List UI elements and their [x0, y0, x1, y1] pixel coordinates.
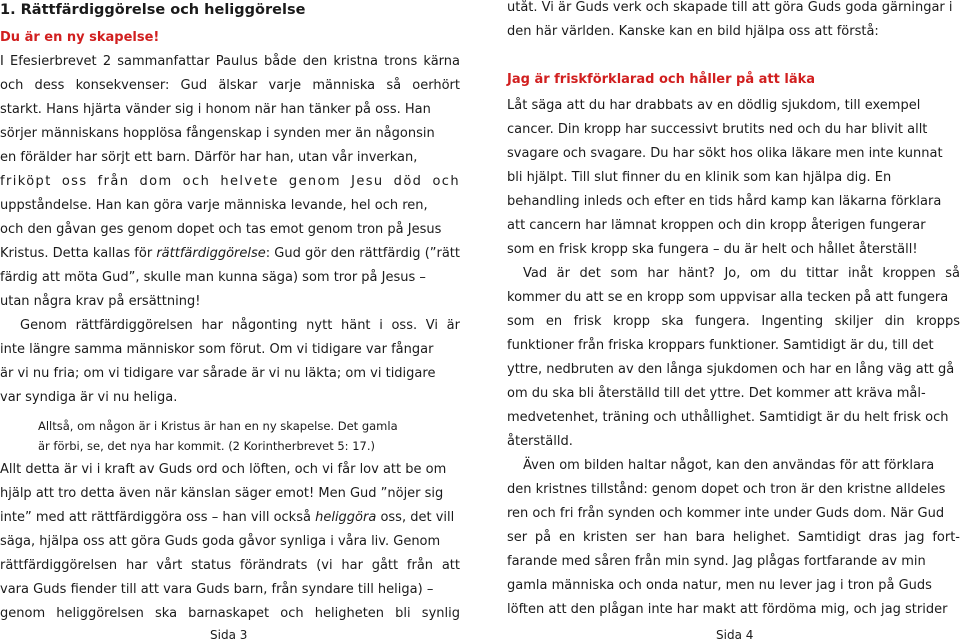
paragraph-line: bli hjälpt. Till slut finner du en klinik som kan hjälpa dig. En — [507, 170, 892, 185]
emphasis-term: rättfärdiggörelse — [156, 246, 266, 261]
paragraph-line: och dess konsekvenser: Gud älskar varje människa så oerhört — [0, 78, 460, 93]
section-heading: Jag är friskförklarad och håller på att läka — [507, 72, 816, 87]
paragraph-line: kommer du att se en kropp som uppvisar alla tecken på att fungera — [507, 290, 949, 305]
bible-quote-line: är förbi, se, det nya har kommit. (2 Korintherbrevet 5: 17.) — [38, 439, 375, 453]
paragraph-line: ren och fri från synden och kommer inte under Guds dom. När Gud — [507, 506, 945, 521]
paragraph-line: säga, hjälpa oss att göra Guds goda gåvor synliga i våra liv. Genom — [0, 534, 441, 549]
paragraph-line: den kristnes tillstånd: genom dopet och tron är den kristne alldeles — [507, 482, 946, 497]
paragraph-line: behandling inleds och efter en tids hård kamp kan läkarna förklara — [507, 194, 942, 209]
paragraph-line: återställd. — [507, 434, 573, 449]
paragraph-line: medvetenhet, träning och uthållighet. Samtidigt är du helt frisk och — [507, 410, 949, 425]
paragraph-line: var syndiga är vi nu heliga. — [0, 390, 178, 405]
paragraph-line — [0, 246, 460, 262]
paragraph-line: utan några krav på ersättning! — [0, 294, 201, 309]
paragraph-line: Allt detta är vi i kraft av Guds ord och löften, och vi får lov att be om — [0, 462, 447, 477]
paragraph-line: Även om bilden haltar något, kan den användas för att förklara — [523, 458, 935, 473]
section-title: 1. Rättfärdiggörelse och heliggörelse — [0, 2, 306, 18]
paragraph-line: inte längre samma människor som förut. Om vi tidigare var fångar — [0, 342, 434, 357]
paragraph-line: färdig att möta Gud”, skulle man kunna säga) som tror på Jesus – — [0, 270, 426, 285]
paragraph-line: I Efesierbrevet 2 sammanfattar Paulus både den kristna trons kärna — [0, 54, 460, 69]
page-number-right: Sida 4 — [716, 628, 754, 642]
paragraph-line: rättfärdiggörelsen har vårt status förändrats (vi har gått från att — [0, 558, 460, 573]
paragraph-line: genom heliggörelsen ska barnaskapet och heligheten bli synlig — [0, 606, 460, 621]
section-subtitle: Du är en ny skapelse! — [0, 30, 160, 45]
paragraph-line: en förälder har sörjt ett barn. Därför har han, utan vår inverkan, — [0, 150, 418, 165]
paragraph-line: svagare och svagare. Du har sökt hos olika läkare men inte kunnat — [507, 146, 943, 161]
paragraph-line: som en frisk kropp ska fungera – du är helt och hållet återställ! — [507, 242, 918, 257]
paragraph-line: gamla människa och onda natur, men nu lever jag i tron på Guds — [507, 578, 932, 593]
text-run: Kristus. Detta kallas för — [0, 246, 157, 261]
paragraph-line: Vad är det som har hänt? Jo, om du tittar inåt kroppen så — [523, 266, 960, 281]
paragraph-line: vara Guds fiender till att vara Guds barn, från syndare till heliga) – — [0, 582, 434, 597]
text-run: oss, det vill — [376, 510, 455, 525]
paragraph-line: sörjer människans hopplösa fångenskap i synden mer än någonsin — [0, 126, 435, 141]
paragraph-line: hjälp att tro detta även när känslan säger emot! Men Gud ”nöjer sig — [0, 486, 444, 501]
paragraph-line: Låt säga att du har drabbats av en dödlig sjukdom, till exempel — [507, 98, 921, 113]
paragraph-line — [0, 510, 454, 526]
text-run: inte” med att rättfärdiggöra oss – han vill också — [0, 510, 316, 525]
paragraph-line: friköpt oss från dom och helvete genom Jesu död och — [0, 174, 460, 189]
paragraph-line: att cancern har lämnat kroppen och din kropp återigen fungerar — [507, 218, 926, 233]
text-run: : Gud gör den rättfärdig (”rätt — [265, 246, 461, 261]
paragraph-line: cancer. Din kropp har successivt brutits ned och du har blivit allt — [507, 122, 928, 137]
bible-quote-line: Alltså, om någon är i Kristus är han en ny skapelse. Det gamla — [38, 419, 398, 433]
paragraph-line: farande med såren från min synd. Jag plågas fortfarande av min — [507, 554, 926, 569]
paragraph-line: funktioner från friska kroppars funktioner. Samtidigt är du, till det — [507, 338, 934, 353]
paragraph-line: ser på en kristen ser han bara helighet. Samtidigt dras jag fort- — [507, 530, 960, 545]
paragraph-line: som en frisk kropp ska fungera. Ingenting skiljer din kropps — [507, 314, 960, 329]
emphasis-term: heliggöra — [315, 510, 377, 525]
paragraph-line: utåt. Vi är Guds verk och skapade till att göra Guds goda gärningar i — [507, 0, 953, 15]
paragraph-line: starkt. Hans hjärta vänder sig i honom när han tänker på oss. Han — [0, 102, 431, 117]
paragraph-line: den här världen. Kanske kan en bild hjälpa oss att förstå: — [507, 24, 879, 39]
paragraph-line: löften att den plågan inte har makt att fördöma mig, och jag strider — [507, 602, 948, 617]
page-number-left: Sida 3 — [210, 628, 248, 642]
paragraph-line: yttre, nedbruten av den långa sjukdomen och har en lång väg att gå — [507, 362, 955, 377]
paragraph-line: om du ska bli återställd till det yttre. Det kommer att kräva mål- — [507, 386, 926, 401]
paragraph-line: är vi nu fria; om vi tidigare var sårade är vi nu läkta; om vi tidigare — [0, 366, 436, 381]
paragraph-line: och den gåvan ges genom dopet och tas emot genom tron på Jesus — [0, 222, 442, 237]
paragraph-line: Genom rättfärdiggörelsen har någonting nytt hänt i oss. Vi är — [20, 318, 460, 333]
paragraph-line: uppståndelse. Han kan göra varje människa levande, hel och ren, — [0, 198, 428, 213]
